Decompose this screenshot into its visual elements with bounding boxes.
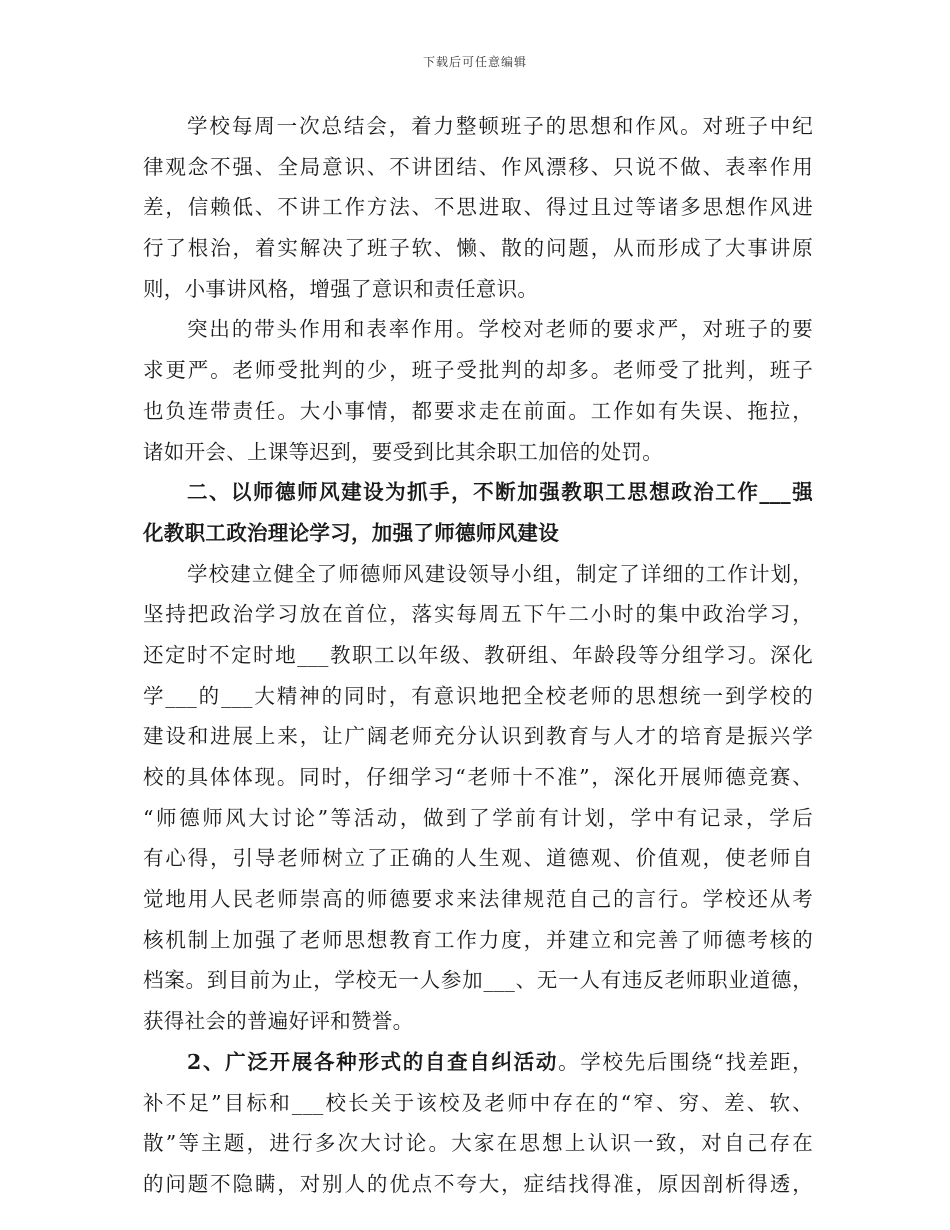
text-line: 觉地用人民老师崇高的师德要求来法律规范自己的言行。学校还从考 bbox=[143, 887, 813, 912]
text-line: 档案。到目前为止，学校无一人参加___、无一人有违反老师职业道德， bbox=[143, 968, 813, 993]
text-line: 散”等主题，进行多次大讨论。大家在思想上认识一致，对自己存在 bbox=[143, 1131, 813, 1156]
text-line: 律观念不强、全局意识、不讲团结、作风漂移、只说不做、表率作用 bbox=[143, 154, 813, 179]
text-line bbox=[143, 1042, 813, 1083]
text-line: 核机制上加强了老师思想教育工作力度，并建立和完善了师德考核的 bbox=[143, 927, 813, 952]
text-line: 突出的带头作用和表率作用。学校对老师的要求严，对班子的要 bbox=[187, 317, 813, 342]
text-line: 补不足”目标和___校长关于该校及老师中存在的“窄、穷、差、软、 bbox=[143, 1090, 813, 1115]
text-line: 诸如开会、上课等迟到，要受到比其余职工加倍的处罚。 bbox=[143, 439, 663, 464]
text-line: 差，信赖低、不讲工作方法、不思进取、得过且过等诸多思想作风进 bbox=[143, 195, 813, 220]
text-line: 行了根治，着实解决了班子软、懒、散的问题，从而形成了大事讲原 bbox=[143, 236, 813, 261]
heading-line: 化教职工政治理论学习，加强了师德师风建设 bbox=[143, 520, 559, 545]
text-line: 学校建立健全了师德师风建设领导小组，制定了详细的工作计划， bbox=[187, 561, 813, 586]
text-line: 校的具体体现。同时，仔细学习“老师十不准”，深化开展师德竞赛、 bbox=[143, 765, 813, 789]
text-line: 有心得，引导老师树立了正确的人生观、道德观、价值观，使老师自 bbox=[143, 846, 813, 871]
text-line: 建设和进展上来，让广阔老师充分认识到教育与人才的培育是振兴学 bbox=[143, 724, 813, 749]
text-line: 坚持把政治学习放在首位，落实每周五下午二小时的集中政治学习， bbox=[143, 602, 813, 627]
text-line: 则，小事讲风格，增强了意识和责任意识。 bbox=[143, 276, 539, 301]
text-line: 还定时不定时地___教职工以年级、教研组、年龄段等分组学习。深化 bbox=[143, 642, 813, 667]
text-line: 学___的___大精神的同时，有意识地把全校老师的思想统一到学校的 bbox=[143, 683, 813, 708]
line-text: 。学校先后围绕“找差距， bbox=[558, 1049, 813, 1074]
text-line: 求更严。老师受批判的少，班子受批判的却多。老师受了批判，班子 bbox=[143, 358, 813, 383]
text-line: 学校每周一次总结会，着力整顿班子的思想和作风。对班子中纪 bbox=[187, 114, 813, 138]
text-line: 也负连带责任。大小事情，都要求走在前面。工作如有失误、拖拉， bbox=[143, 398, 813, 423]
text-line: “师德师风大讨论”等活动，做到了学前有计划，学中有记录，学后 bbox=[143, 805, 813, 830]
text-line: 的问题不隐瞒，对别人的优点不夸大，症结找得准，原因剖析得透， bbox=[143, 1171, 813, 1196]
bold-lead-text: 2、广泛开展各种形式的自查自纠活动 bbox=[187, 1049, 559, 1074]
heading-line: 二、以师德师风建设为抓手，不断加强教职工思想政治工作___强 bbox=[187, 480, 813, 505]
text-line: 获得社会的普遍好评和赞誉。 bbox=[143, 1009, 414, 1034]
document-body bbox=[143, 106, 813, 1205]
page-header: 下载后可任意编辑 bbox=[422, 55, 527, 69]
